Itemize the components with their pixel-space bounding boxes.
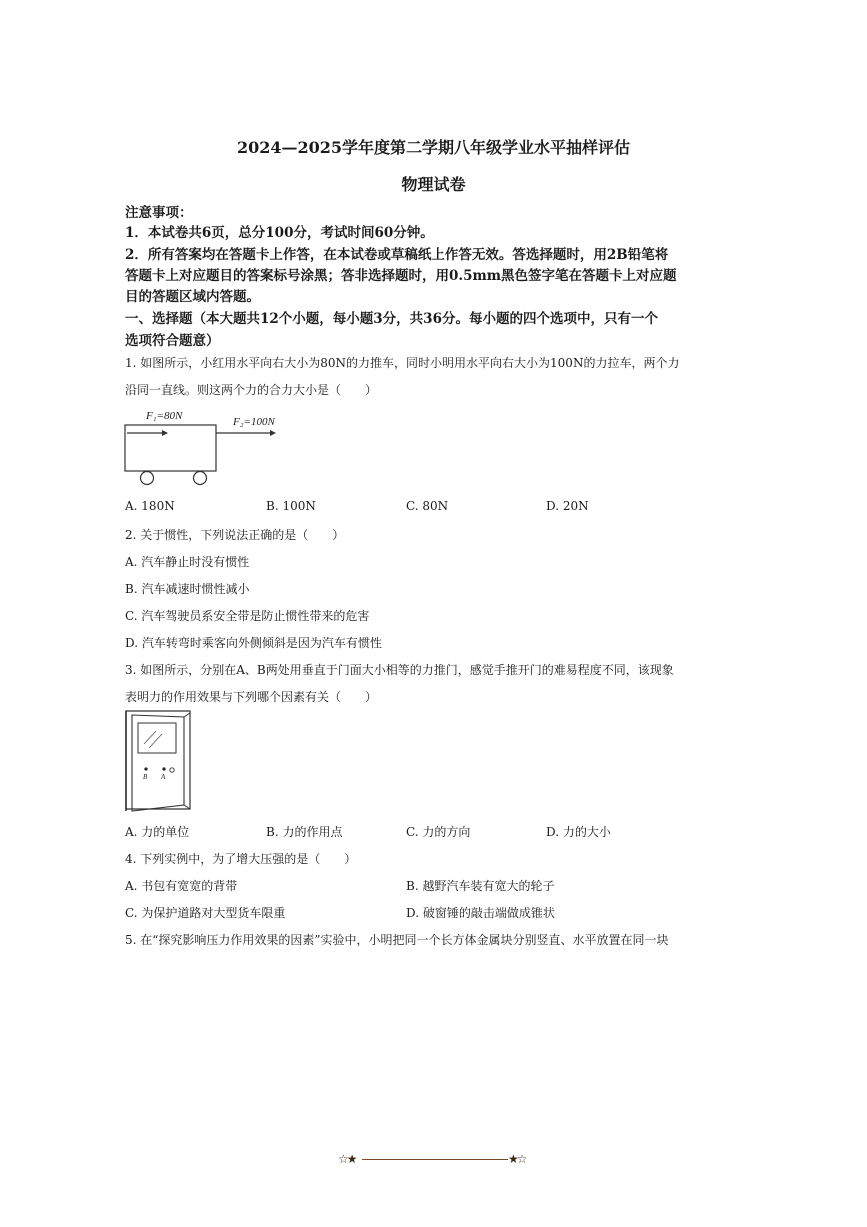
q3-option-c: C. 力的方向	[406, 825, 471, 839]
page-title: 2024—2025学年度第二学期八年级学业水平抽样评估	[236, 138, 631, 157]
label-b: B	[143, 773, 148, 781]
q2-option-c: C. 汽车驾驶员系安全带是防止惯性带来的危害	[125, 609, 370, 623]
q1-option-a: A. 180N	[125, 499, 175, 513]
q4-stem: 4. 下列实例中，为了增大压强的是（ ）	[125, 852, 357, 866]
q4-option-b: B. 越野汽车装有宽大的轮子	[406, 879, 555, 893]
q1-option-c: C. 80N	[406, 499, 449, 513]
door-diagram	[122, 709, 194, 815]
q3-option-a: A. 力的单位	[125, 825, 190, 839]
point-b-dot	[144, 767, 147, 770]
note-line-3: 答题卡上对应题目的答案标号涂黑；答非选择题时，用0.5mm黑色签字笔在答题卡上对应题	[125, 268, 677, 284]
q4-option-d: D. 破窗锤的敲击端做成锥状	[406, 906, 555, 920]
q1-option-d: D. 20N	[546, 499, 589, 513]
door-frame	[126, 711, 190, 809]
q1-stem-line1: 1. 如图所示，小红用水平向右大小为80N的力推车，同时小明用水平向右大小为100N的力拉车，两个力	[125, 356, 680, 370]
section1-heading: 一、选择题（本大题共12个小题，每小题3分，共36分。每小题的四个选项中，只有一个	[125, 311, 658, 327]
door-handle	[170, 768, 174, 772]
footer-divider	[362, 1159, 508, 1160]
q4-option-c: C. 为保护道路对大型货车限重	[125, 906, 286, 920]
footer-stars-left: ☆★	[338, 1152, 356, 1166]
q4-option-a: A. 书包有宽宽的背带	[125, 879, 238, 893]
q1-option-b: B. 100N	[266, 499, 316, 513]
note-line-4: 目的答题区域内答题。	[125, 289, 260, 305]
q3-stem-line2: 表明力的作用效果与下列哪个因素有关（ ）	[125, 690, 378, 704]
cart-body	[125, 425, 216, 471]
q2-option-a: A. 汽车静止时没有惯性	[125, 555, 250, 569]
force-arrow-f2-head	[270, 430, 276, 436]
q2-option-d: D. 汽车转弯时乘客向外侧倾斜是因为汽车有惯性	[125, 636, 382, 650]
force-arrow-f1-head	[162, 430, 168, 436]
q1-stem-line2: 沿同一直线。则这两个力的合力大小是（ ）	[125, 383, 378, 397]
note-line-1: 1．本试卷共6页，总分100分，考试时间60分钟。	[125, 225, 434, 241]
f2-label: F₂=100N	[233, 416, 275, 428]
q3-option-b: B. 力的作用点	[266, 825, 343, 839]
q5-stem-line1: 5. 在“探究影响压力作用效果的因素”实验中，小明把同一个长方体金属块分别竖直、水平放置在同一块	[125, 933, 669, 947]
f1-label: F₁=80N	[146, 410, 183, 422]
notes-heading: 注意事项：	[125, 205, 193, 221]
cart-wheel-left	[141, 472, 154, 485]
q3-stem-line1: 3. 如图所示，分别在A、B两处用垂直于门面大小相等的力推门，感觉手推开门的难易程度不同，该现象	[125, 663, 674, 677]
note-line-2: 2．所有答案均在答题卡上作答，在本试卷或草稿纸上作答无效。答选择题时，用2B铅笔将	[125, 247, 669, 263]
cart-force-diagram	[120, 405, 290, 489]
page-subtitle: 物理试卷	[401, 175, 466, 194]
footer-stars-right: ★☆	[508, 1152, 526, 1166]
q3-option-d: D. 力的大小	[546, 825, 611, 839]
q2-option-b: B. 汽车减速时惯性减小	[125, 582, 250, 596]
point-a-dot	[162, 767, 165, 770]
section1-heading-cont: 选项符合题意）	[125, 333, 220, 349]
door-window	[138, 723, 176, 753]
q2-stem: 2. 关于惯性，下列说法正确的是（ ）	[125, 528, 345, 542]
cart-wheel-right	[194, 472, 207, 485]
label-a: A	[161, 773, 166, 781]
